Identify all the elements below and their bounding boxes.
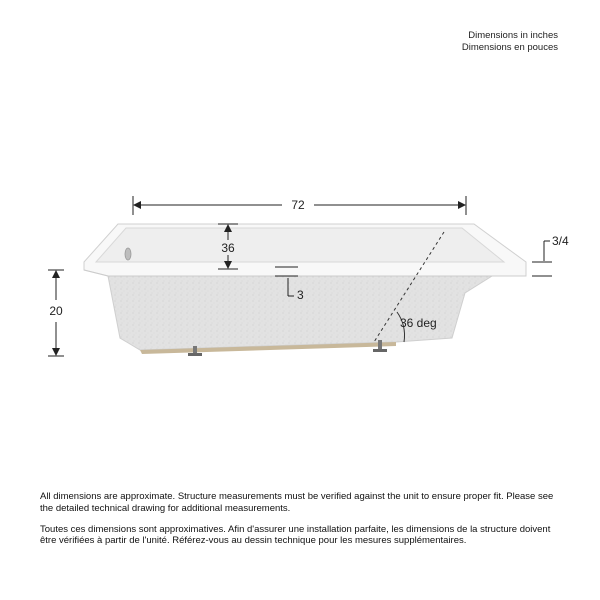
disclaimer bbox=[40, 491, 560, 556]
rim-width-value: 3 bbox=[297, 288, 304, 302]
drain bbox=[125, 248, 131, 260]
slope-angle-value: 36 deg bbox=[400, 316, 437, 330]
height-value: 20 bbox=[49, 304, 63, 318]
length-value: 72 bbox=[291, 198, 305, 212]
height-dimension bbox=[48, 270, 64, 356]
disclaimer-fr: Toutes ces dimensions sont approximatives. Afin d'assurer une installation parfaite, les dimensions de la structure doivent être vérifiées à partir de l'unité. Référez-vous au dessin technique pour les mesures supplémentaires. bbox=[40, 523, 551, 547]
units-note-en: Dimensions in inches bbox=[468, 30, 558, 41]
flange-value: 3/4 bbox=[552, 234, 569, 248]
depth-value: 36 bbox=[221, 241, 235, 255]
flange-dimension bbox=[532, 234, 569, 276]
disclaimer-en: All dimensions are approximate. Structure measurements must be verified against the unit to ensure proper fit. Please see the detailed technical drawing for additional measurements. bbox=[40, 491, 554, 514]
units-note-fr: Dimensions en pouces bbox=[461, 42, 558, 53]
length-dimension bbox=[133, 196, 466, 215]
